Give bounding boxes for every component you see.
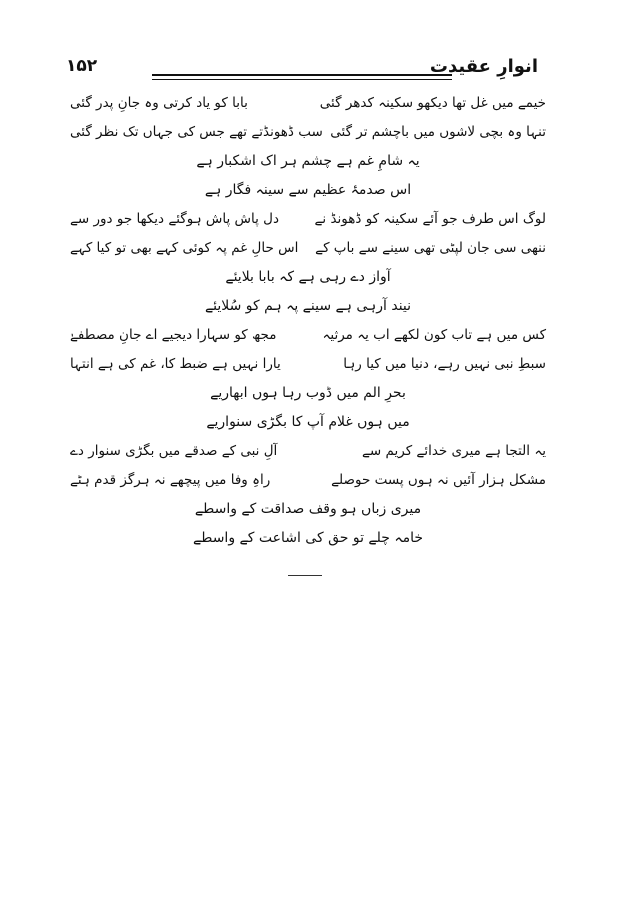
verse-line (70, 436, 546, 465)
poem-body (70, 88, 546, 552)
header-rule-thin (152, 79, 452, 80)
refrain-line: خامہ چلے تو حق کی اشاعت کے واسطے (193, 529, 423, 546)
verse-line (70, 233, 546, 262)
refrain-line: اس صدمۂ عظیم سے سینہ فگار ہے (204, 181, 412, 198)
verse-line (70, 349, 546, 378)
verse-hemistich-first: مشکل ہزار آئیں نہ ہوں پست حوصلے (331, 471, 546, 488)
verse-hemistich-first: ننھی سی جان لپٹی تھی سینے سے باپ کے (315, 239, 546, 256)
verse-hemistich-second: آلِ نبی کے صدقے میں بگڑی سنوار دے (70, 442, 278, 459)
verse-hemistich-second: سب ڈھونڈتے تھے جس کی جہاں تک نظر گئی (70, 123, 323, 140)
verse-line (70, 320, 546, 349)
verse-hemistich-first: سبطِ نبی نہیں رہے، دنیا میں کیا رہا (343, 355, 546, 372)
refrain-line: میری زباں ہو وقف صداقت کے واسطے (194, 500, 422, 517)
refrain-line: نیند آرہی ہے سینے پہ ہم کو سُلایئے (204, 297, 412, 314)
header-rule-thick (152, 74, 452, 76)
verse-hemistich-first: یہ التجا ہے میری خدائے کریم سے (361, 442, 546, 459)
verse-line (70, 117, 546, 146)
verse-hemistich-second: مجھ کو سہارا دیجیے اے جانِ مصطفےٰ (70, 326, 277, 343)
verse-line (70, 88, 546, 117)
verse-line (70, 204, 546, 233)
refrain-line: میں ہوں غلام آپ کا بگڑی سنواریے (206, 413, 410, 430)
running-header-title: انوارِ عقیدت (429, 56, 538, 77)
verse-hemistich-second: یارا نہیں ہے ضبط کا، غم کی ہے انتہا (70, 355, 281, 372)
verse-line (70, 465, 546, 494)
verse-hemistich-first: کس میں ہے تاب کون لکھے اب یہ مرثیہ (322, 326, 546, 343)
verse-hemistich-first: لوگ اس طرف جو آئے سکینہ کو ڈھونڈ نے (314, 210, 546, 227)
verse-hemistich-second: راہِ وفا میں پیچھے نہ ہرگز قدم ہٹے (70, 471, 271, 488)
verse-hemistich-first: تنہا وہ بچی لاشوں میں باچشم تر گئی (330, 123, 546, 140)
verse-hemistich-second: بابا کو یاد کرتی وہ جانِ پدر گئی (70, 94, 248, 111)
verse-hemistich-first: خیمے میں غل تھا دیکھو سکینہ کدھر گئی (319, 94, 546, 111)
verse-hemistich-second: اس حالِ غم پہ کوئی کہے بھی تو کیا کہے (70, 239, 299, 256)
page-number: ۱۵۲ (66, 56, 98, 76)
refrain-line: یہ شامِ غم ہے چشم ہر اک اشکبار ہے (196, 152, 420, 169)
refrain-line: آواز دے رہی ہے کہ بابا بلایئے (225, 268, 391, 285)
end-rule (288, 575, 322, 576)
refrain-line: بحرِ الم میں ڈوب رہا ہوں ابھاریے (210, 384, 406, 401)
verse-hemistich-second: دل پاش پاش ہوگئے دیکھا جو دور سے (70, 210, 280, 227)
